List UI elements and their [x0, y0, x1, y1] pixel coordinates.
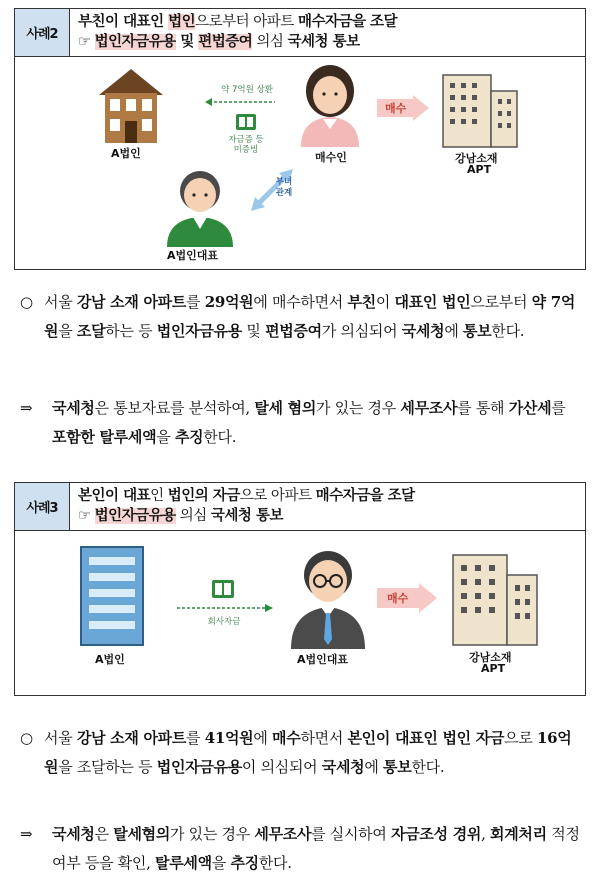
case3-note: [22, 820, 582, 878]
text-run: 하는 등: [105, 322, 157, 340]
case3-paragraph: [22, 724, 582, 782]
text-run: 세무조사: [254, 825, 312, 843]
apartment-building-icon: [441, 69, 521, 149]
document-icon: [211, 579, 235, 599]
case3-tag: 사례3: [15, 483, 70, 530]
text-run: 에 매수하면서: [253, 293, 348, 311]
case2-title-part: 및: [175, 34, 199, 50]
text-run: 추징: [230, 854, 259, 872]
text-run: 대표인 법인: [394, 293, 471, 311]
text-run: 서울: [44, 293, 77, 311]
text-run: 를 실시하여: [311, 825, 392, 843]
case3-title-part: 국세청 통보: [210, 508, 283, 524]
text-run: 가산세: [508, 399, 552, 417]
text-run: 약 7억원: [44, 293, 576, 340]
text-run: 16억원: [44, 729, 572, 776]
text-run: 탈루세액: [155, 854, 212, 872]
case2-tag: 사례2: [15, 9, 70, 56]
bullet-icon: ○: [20, 729, 33, 747]
case3-title-part: 본인이 대표: [78, 488, 151, 504]
case2-diagram: [15, 57, 585, 269]
text-run: 가 의심되어: [321, 322, 402, 340]
dotted-arrow-icon: [205, 97, 285, 107]
text-run: 추징: [174, 428, 204, 446]
text-run: 으로: [504, 729, 538, 747]
case3-apt-label-2: APT: [481, 662, 506, 675]
text-run: 법인자금유용: [156, 322, 242, 340]
case3-diagram: [15, 531, 585, 695]
text-run: 한다.: [258, 854, 292, 872]
text-run: 한다.: [411, 758, 445, 776]
text-run: 국세청: [401, 322, 445, 340]
pointing-hand-icon: ☞: [78, 34, 95, 50]
case3-company-label: A법인: [95, 653, 125, 666]
text-run: 통보: [383, 758, 412, 776]
text-run: 은 통보자료를 분석하여,: [94, 399, 255, 417]
text-run: 및: [241, 322, 266, 340]
case2-title-part: 법인: [168, 14, 196, 30]
case2-flow-label: 약 7억원 상환: [221, 85, 273, 95]
arrow-right-icon: ⇒: [20, 399, 33, 417]
text-run: 에: [253, 729, 273, 747]
buyer-woman-icon: [293, 63, 367, 147]
dotted-arrow-icon: [175, 603, 275, 613]
case3-title-part: 인: [150, 488, 168, 504]
case3-box: [14, 482, 586, 696]
text-run: 를: [551, 399, 566, 417]
case2-note: [22, 394, 582, 452]
company-building-icon: [77, 543, 147, 647]
arrow-right-icon: ⇒: [20, 825, 33, 843]
text-run: 자금조성 경위: [391, 825, 482, 843]
case3-title-part: 법인의 자금: [167, 488, 240, 504]
text-run: 회계처리: [490, 825, 547, 843]
case3-header: [15, 483, 585, 531]
document-icon: [235, 113, 257, 131]
text-run: 하면서: [300, 729, 348, 747]
case2-company-label: A법인: [111, 147, 141, 160]
text-run: 강남 소재 아파트: [76, 293, 187, 311]
text-run: 41억원: [204, 729, 254, 747]
text-run: ,: [481, 825, 491, 843]
text-run: 편법증여: [265, 322, 322, 340]
case2-title-part: 국세청 통보: [287, 34, 360, 50]
case3-ceo-label: A법인대표: [297, 653, 349, 666]
case3-title-part: 으로 아파트: [239, 488, 316, 504]
text-run: 강남 소재 아파트: [76, 729, 187, 747]
text-run: 에: [364, 758, 384, 776]
text-run: 을: [58, 322, 77, 340]
case2-doc-label-1: 자금증 등: [228, 135, 264, 145]
bullet-icon: ○: [20, 293, 33, 311]
text-run: 본인이 대표인 법인 자금: [347, 729, 505, 747]
text-run: 가 있는 경우: [316, 399, 401, 417]
case2-title: [70, 9, 585, 56]
case2-paragraph: [22, 288, 582, 346]
text-run: 조달: [76, 322, 106, 340]
text-run: 은: [94, 825, 114, 843]
text-run: 으로부터: [470, 293, 532, 311]
text-run: 한다.: [491, 322, 525, 340]
text-run: 를: [186, 729, 205, 747]
ceo-glasses-icon: [287, 545, 369, 649]
text-run: 를 통해: [457, 399, 509, 417]
text-run: 한다.: [203, 428, 237, 446]
text-run: 를: [186, 293, 205, 311]
text-run: 국세청: [52, 399, 95, 417]
text-run: 서울: [44, 729, 77, 747]
text-run: 통보: [462, 322, 492, 340]
text-run: 이: [375, 293, 395, 311]
company-building-icon: [95, 65, 167, 145]
case2-doc-label-2: 미증빙: [233, 145, 259, 155]
ceo-father-icon: [161, 167, 239, 247]
case2-title-part: 법인자금유용: [94, 34, 176, 50]
text-run: 국세청: [52, 825, 95, 843]
text-run: 법인자금유용: [156, 758, 242, 776]
case3-title-part: 매수자금을 조달: [315, 488, 415, 504]
text-run: 을: [211, 854, 231, 872]
text-run: 을: [156, 428, 175, 446]
case2-buy-tag: 매수: [385, 102, 407, 115]
case2-relation-1: 부녀: [275, 177, 293, 187]
case2-ceo-label: A법인대표: [167, 249, 219, 262]
text-run: 국세청: [321, 758, 365, 776]
case2-box: [14, 8, 586, 270]
case3-title-part: 의심: [175, 508, 211, 524]
text-run: 을 조달하는 등: [58, 758, 157, 776]
case2-title-part: 편법증여: [198, 34, 253, 50]
text-run: 적정여부 등을 확인,: [52, 825, 580, 872]
apartment-building-icon: [451, 551, 541, 647]
case2-header: [15, 9, 585, 57]
case2-title-part: 매수자금을 조달: [297, 14, 398, 30]
case2-title-part: 의심: [252, 34, 288, 50]
case2-buyer-label: 매수인: [315, 151, 347, 164]
case3-money-label: 회사자금: [207, 617, 241, 627]
text-run: 포함한 탈루세액: [52, 428, 157, 446]
text-run: 가 있는 경우: [170, 825, 255, 843]
text-run: 매수: [272, 729, 301, 747]
case3-buy-tag: 매수: [387, 592, 409, 605]
text-run: 세무조사: [400, 399, 458, 417]
text-run: 에: [444, 322, 463, 340]
case2-relation-2: 관계: [275, 188, 293, 198]
case3-apt-label-1: 강남소재: [469, 651, 512, 664]
case2-apt-label-2: APT: [467, 163, 492, 176]
case3-title-part: 법인자금유용: [94, 508, 176, 524]
pointing-hand-icon: ☞: [78, 508, 95, 524]
text-run: 부친: [347, 293, 376, 311]
text-run: 29억원: [204, 293, 254, 311]
text-run: 탈세혐의: [113, 825, 171, 843]
case2-title-part: 으로부터 아파트: [195, 14, 298, 30]
text-run: 탈세 혐의: [254, 399, 317, 417]
text-run: 이 의심되어: [241, 758, 322, 776]
case3-title: [70, 483, 585, 530]
case2-title-part: 부친이 대표인: [78, 14, 169, 30]
case2-apt-label-1: 강남소재: [455, 152, 498, 165]
